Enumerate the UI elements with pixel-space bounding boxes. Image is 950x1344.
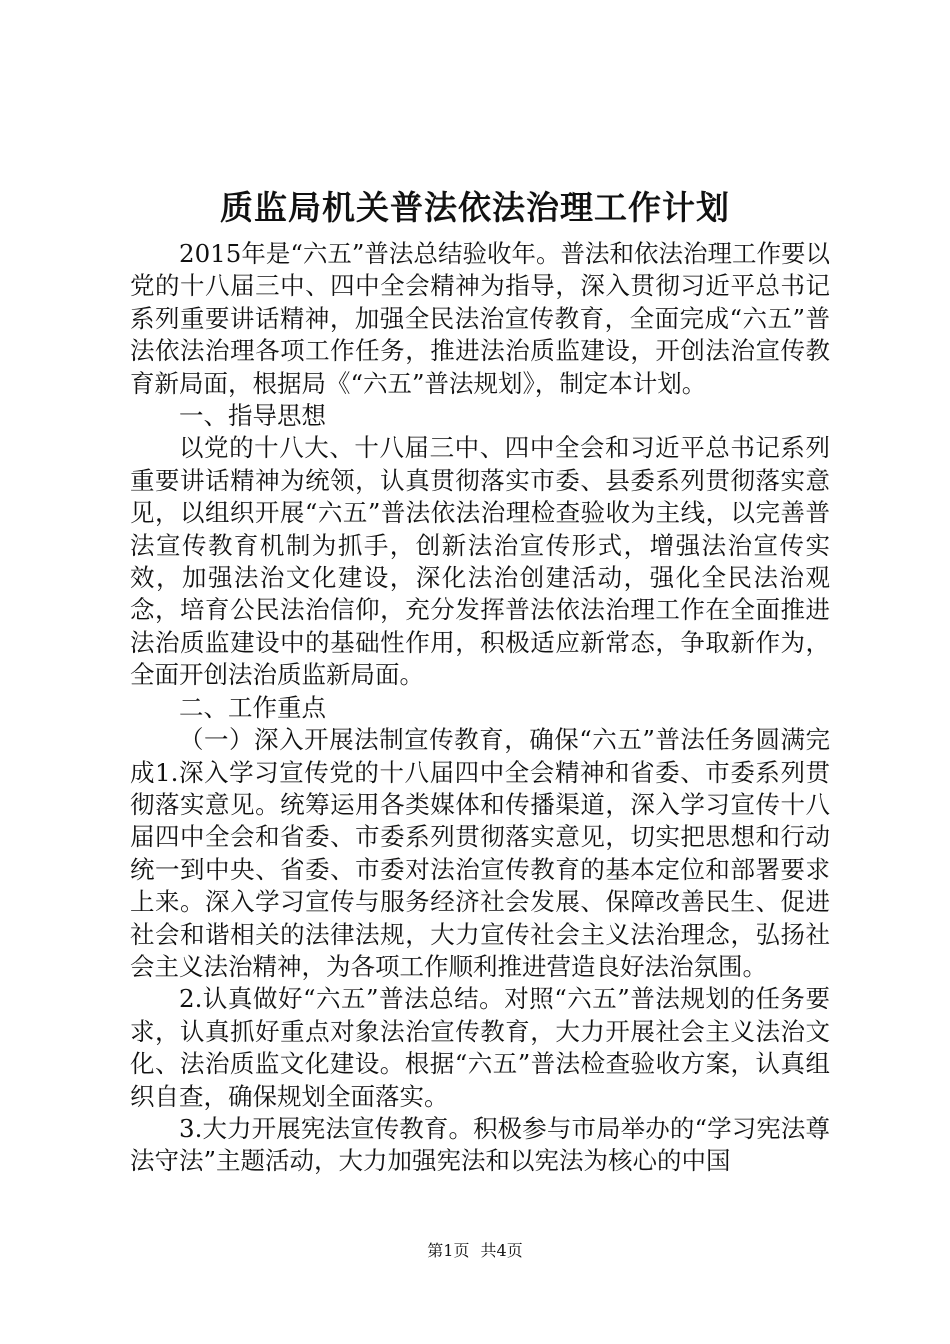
intro-paragraph: 2015年是“六五”普法总结验收年。普法和依法治理工作要以党的十八届三中、四中全会精神为指导，深入贯彻习近平总书记系列重要讲话精神，加强全民法治宣传教育，全面完成“六五”普法依法治理各项工作任务，推进法治质监建设，开创法治宣传教育新局面，根据局《“六五”普法规划》，制定本计划。 (130, 239, 830, 398)
guiding-ideology-paragraph: 以党的十八大、十八届三中、四中全会和习近平总书记系列重要讲话精神为统领，认真贯彻落实市委、县委系列贯彻落实意见，以组织开展“六五”普法依法治理检查验收为主线，以完善普法宣传教育机制为抓手，创新法治宣传形式，增强法治宣传实效，加强法治文化建设，深化法治创建活动，强化全民法治观念，培育公民法治信仰，充分发挥普法依法治理工作在全面推进法治质监建设中的基础性作用，积极适应新常态，争取新作为，全面开创法治质监新局面。 (130, 433, 830, 690)
page-footer (0, 1240, 950, 1262)
work-focus-paragraph-2: 2.认真做好“六五”普法总结。对照“六五”普法规划的任务要求，认真抓好重点对象法治宣传教育，大力开展社会主义法治文化、法治质监文化建设。根据“六五”普法检查验收方案，认真组织自查，确保规划全面落实。 (130, 984, 830, 1111)
section-heading-work-focus: 二、工作重点 (179, 692, 326, 722)
section-heading-guiding-ideology: 一、指导思想 (179, 401, 326, 431)
document-title: 质监局机关普法依法治理工作计划 (220, 188, 730, 227)
document-body (130, 238, 830, 1178)
work-focus-paragraph-1: （一）深入开展法制宣传教育，确保“六五”普法任务圆满完成1.深入学习宣传党的十八届四中全会精神和省委、市委系列贯彻落实意见。统筹运用各类媒体和传播渠道，深入学习宣传十八届四中全会和省委、市委系列贯彻落实意见，切实把思想和行动统一到中央、省委、市委对法治宣传教育的基本定位和部署要求上来。深入学习宣传与服务经济社会发展、保障改善民生、促进社会和谐相关的法律法规，大力宣传社会主义法治理念，弘扬社会主义法治精神，为各项工作顺利推进营造良好法治氛围。 (130, 725, 830, 981)
page-number-current: 第1页 (427, 1241, 470, 1260)
page-number-total: 共4页 (480, 1241, 523, 1260)
work-focus-paragraph-3: 3.大力开展宪法宣传教育。积极参与市局举办的“学习宪法尊法守法”主题活动，大力加强宪法和以宪法为核心的中国 (130, 1113, 830, 1176)
